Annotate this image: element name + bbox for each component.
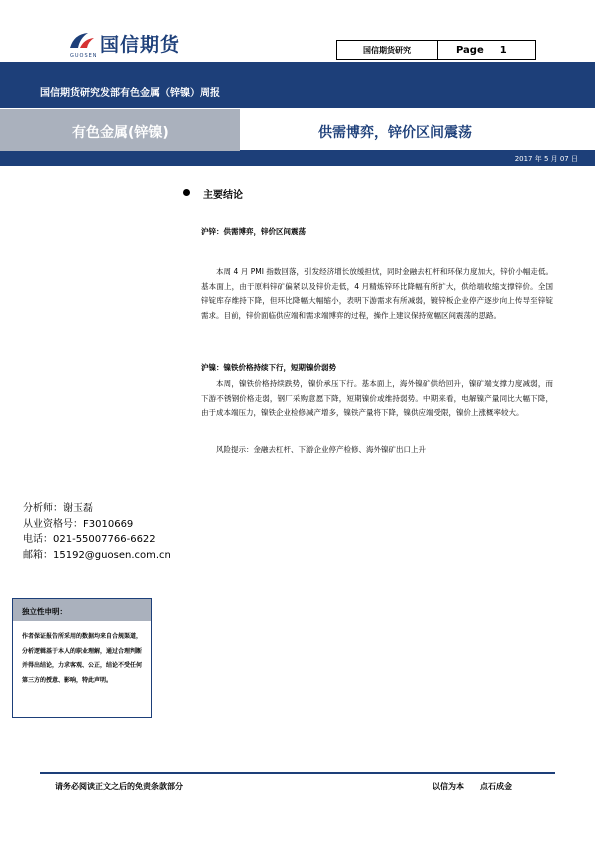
analyst-info — [23, 501, 171, 563]
footer-disclaimer: 请务必阅读正文之后的免责条款部分 — [55, 782, 183, 791]
research-tag: 国信期货研究 — [337, 41, 438, 59]
date-band — [0, 151, 595, 166]
analyst-email[interactable]: 邮箱：15192@guosen.com.cn — [23, 549, 171, 561]
independence-text: 作者保证报告所采用的数据均来自合规渠道，分析逻辑基于本人的职业理解，通过合理判断并得出结论，力求客观、公正，结论不受任何第三方的授意、影响，特此声明。 — [22, 633, 143, 684]
logo-text: 国信期货 — [100, 34, 181, 56]
bullet-icon — [183, 189, 190, 196]
nickel-paragraph: 本周，镍铁价格持续跌势，镍价承压下行。基本面上，海外镍矿供给回升，镍矿端支撑力度减弱，而下游不锈钢价格走弱，钢厂采购意愿下降，短期镍价或维持弱势。中期来看，电解镍产量同比大幅下降，由于成本端压力，镍铁企业检修减产增多，镍铁产量将下降，镍供应端受限，镍价上涨概率较大。 — [201, 379, 553, 417]
page-label: Page — [456, 44, 484, 56]
page-number: 1 — [499, 44, 507, 56]
footer-slogan: 以信为本 点石成金 — [432, 782, 512, 791]
independence-title: 独立性申明： — [22, 607, 67, 616]
footer-divider — [40, 772, 555, 774]
report-headline: 供需博弈，锌价区间震荡 — [318, 125, 472, 141]
page-indicator — [438, 41, 535, 59]
section-title: 主要结论 — [203, 190, 243, 201]
analyst-name: 分析师：谢玉磊 — [23, 503, 93, 514]
page-tag-box — [336, 40, 536, 60]
category-label: 有色金属(锌镍) — [72, 125, 169, 141]
department-title: 国信期货研究发部有色金属（锌镍）周报 — [40, 88, 220, 99]
nickel-subtitle: 沪镍：镍铁价格持续下行，短期镍价弱势 — [201, 363, 336, 372]
logo-english: GUOSEN — [70, 53, 98, 59]
guosen-logo-icon — [68, 30, 96, 52]
zinc-subtitle: 沪锌：供需博弈，锌价区间震荡 — [201, 227, 306, 236]
zinc-paragraph: 本周 4 月 PMI 指数回落，引发经济增长放缓担忧，同时金融去杠杆和环保力度加大，锌价小幅走低。基本面上，由于原料锌矿偏紧以及锌价走低，4 月精炼锌环比降幅有所扩大，供给端收缩支撑锌价。全国锌锭库存维持下降，但环比降幅大幅缩小，表明下游需求有所减弱，镀锌板企业停产逐步向上传导至锌锭需求。目前，锌价面临供应端和需求端博弈的过程，操作上建议保持宽幅区间震荡的思路。 — [201, 267, 553, 320]
analyst-phone: 电话：021-55007766-6622 — [23, 534, 156, 545]
report-date: 2017 年 5 月 07 日 — [514, 155, 578, 163]
analyst-license: 从业资格号：F3010669 — [23, 518, 134, 530]
risk-note: 风险提示：金融去杠杆、下游企业停产检修、海外镍矿出口上升 — [216, 445, 426, 454]
